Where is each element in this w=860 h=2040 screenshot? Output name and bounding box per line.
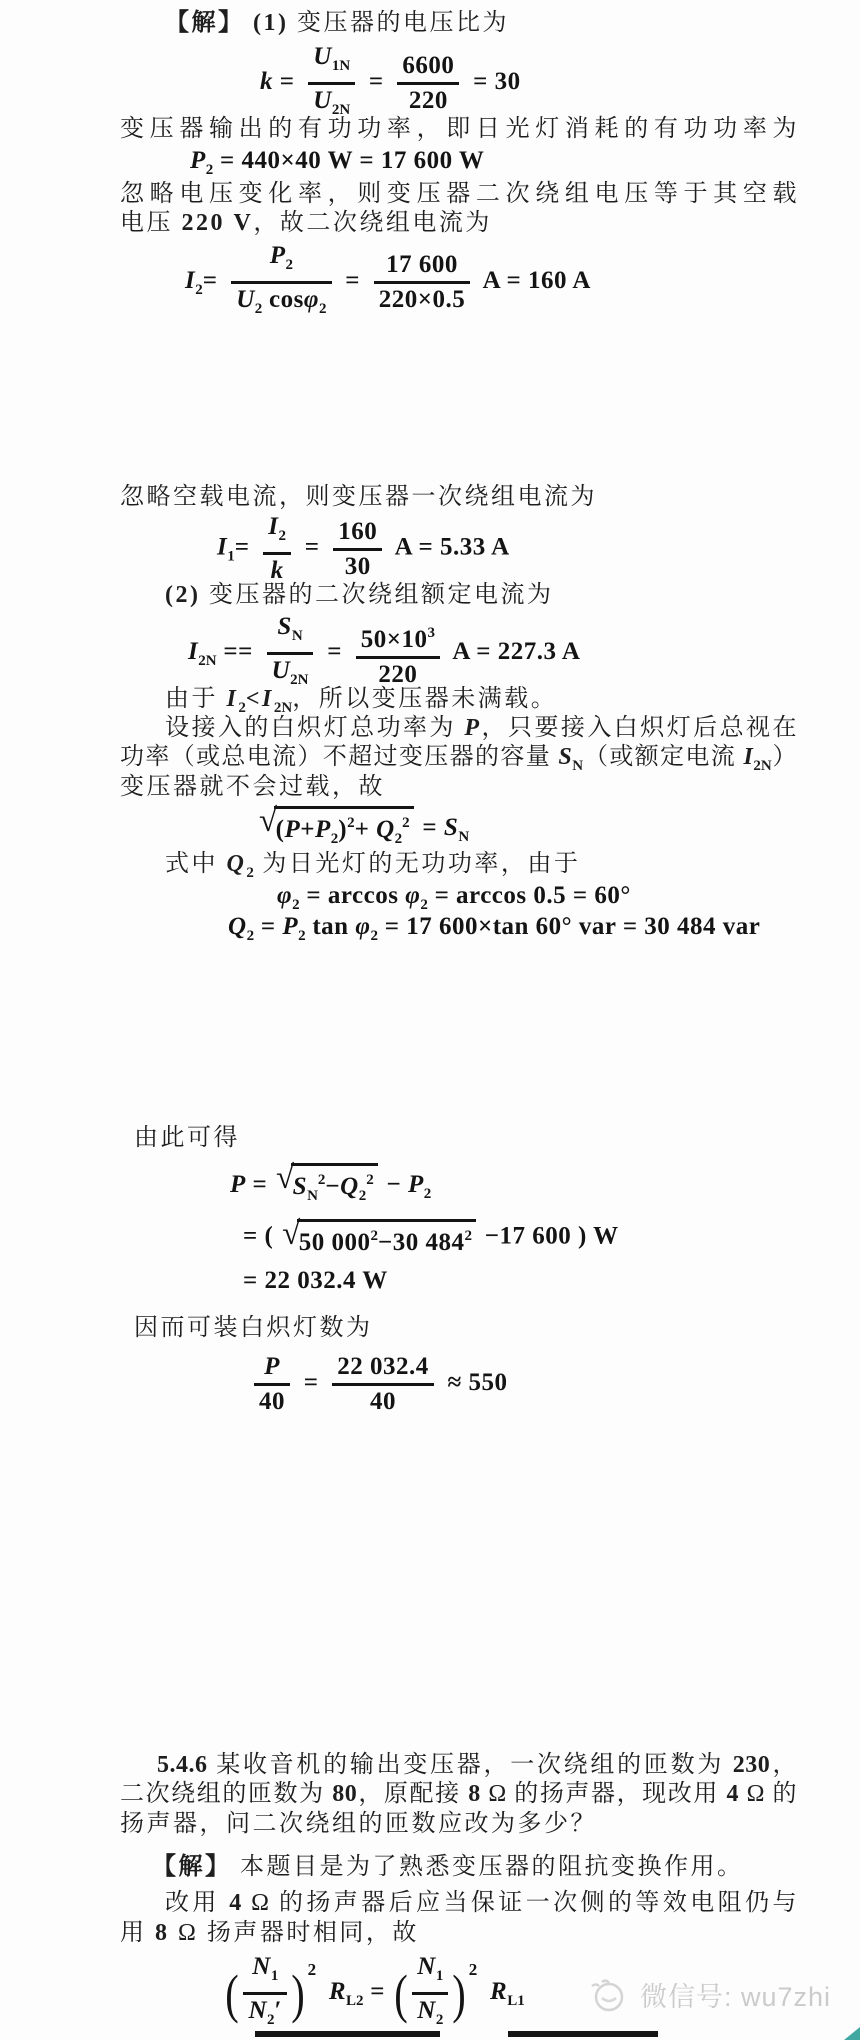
result-60deg: = arccos 0.5 = 60° [434,882,631,909]
result-550: ≈ 550 [447,1369,508,1397]
equals: = [279,68,295,96]
var-k: k [260,68,273,96]
formula-p-numeric: = ( √50 $000^2-30$ $484^2 -17$ 600 ) W [243,1216,619,1256]
var-i2n: I [743,744,754,770]
value-80: 80 [332,1781,358,1807]
var-q2: Q [226,851,247,877]
text-line: 因而可装白炽灯数为 [134,1315,373,1341]
var-i2n: I [188,638,199,666]
formula-p-result [243,1266,388,1296]
text-line: (2) 变压器的二次绕组额定电流为 [165,582,554,608]
var-phi2: φ [277,882,293,909]
formula-voltage-ratio [260,42,521,125]
watermark [588,1975,831,2014]
problem-546-line1: 5.4.6 某收音机的输出变压器，一次绕组的匝数为 230， [157,1752,798,1778]
fraction-n1-n2prime: $\frac{N_1}{N_2'}$ [243,1952,287,2035]
fraction-6600-220: $\frac{6600}{220}$ [397,51,459,116]
close-paren: ) [452,1963,467,2024]
value-4: 4 [229,1890,242,1916]
problem-546-line2: 二次绕组的匝数为 80，原配接 8 Ω 的扬声器，现改用 4 Ω 的 [120,1781,798,1807]
problem-546-line3: 扬声器，问二次绕组的匝数应改为多少？ [120,1811,597,1837]
formula-rated-current: $I_{2N}$ == $\frac{S_N}{U_{2N}}$ = $\frac{50\times 10^3}{220}$ A = 227.3 A [188,612,580,695]
var-q2: Q [228,913,247,940]
solution1-intro-line [120,10,509,37]
value-8: 8 [155,1920,170,1946]
fraction-220324-40: $\frac{22 032.4}{40}$ [332,1352,434,1417]
var-p2: P [190,147,206,174]
value-8: 8 [468,1781,481,1807]
value-230: 230 [732,1752,771,1778]
var-p: P [230,1171,246,1199]
text-line: 忽略空载电流，则变压器一次绕组电流为 [120,484,597,510]
p2-value: = 440×40 W = 17 600 W [213,147,485,174]
wechat-icon [588,1976,630,2014]
text-line: 改用 4 Ω 的扬声器后应当保证一次侧的等效电阻仍与 [165,1890,797,1916]
text-line: 设接入的白炽灯总功率为 P，只要接入白炽灯后总视在 [165,715,798,741]
formula-p-derivation: $P = √S_N^2-Q_2^2 - P_2$ [230,1163,431,1210]
var-rl1: R [490,1978,508,2006]
jie-marker: 【解】 [165,10,245,36]
formula-reactive-power: $Q_2 = P_2$ $\tan \varphi_2 = 17$ 600×tan 60° var = 30 484 var [228,913,761,944]
text-line: 由于 $I_2<I_{2N}$，所以变压器未满载。 [165,686,558,716]
fraction-n1-n2: $\frac{N_1}{N_2}$ [412,1952,448,2035]
fraction-i2-k: $\frac{I_2}{k}$ [263,512,291,586]
radical: √50 $000^2-30$ $484^2$ [282,1219,476,1257]
part1-number: (1) [244,10,297,36]
fraction-p2-u2cos: $\frac{P_2}{U_2 \cos\varphi_2}$ [231,241,331,324]
value-4: 4 [726,1781,739,1807]
text-line: 式中 $Q_2$ 为日光灯的无功功率，由于 [165,851,581,881]
formula-phase-angle: $\varphi_2 = \arccos \varphi_2 = \arccos 0.5 = 60^\circ$ [277,882,631,913]
fraction-p-40: $\frac{P}{40}$ [254,1352,290,1417]
var-p: P [464,715,480,741]
open-paren: ( [394,1963,408,2024]
var-sn: S [443,814,459,842]
equals: = [368,68,384,96]
fraction-50k-220: $\frac{50\times 10^3}{220}$ [356,618,440,690]
problem-number: 5.4.6 [157,1752,208,1778]
var-i2: I [226,686,239,712]
corner-scan-artifact [844,2027,860,2040]
formula-capacity-condition: $√(P+P_2)^2+ Q_2^2 = S_N$ [257,806,469,853]
formula-impedance-transform: ( $\frac{N_1}{N_2'}$ ) $^2$ $R_{L2}$ = ( $\frac{N_1}{N_2}$ ) $^2$ $R_{L1}$ [223,1952,525,2035]
fraction-sn-u2n: $\frac{S_N}{U_{2N}}$ [267,612,314,695]
open-paren: ( [225,1963,240,2024]
jie-marker: 【解】 [152,1854,232,1880]
result-533a: A = 5.33 A [394,533,510,561]
formula-primary-current: $I_1=$ $\frac{I_2}{k}$ = $\frac{160}{30}$ A = 5.33 A [217,513,510,584]
close-paren: ) [291,1963,306,2024]
intro-text: 变压器的电压比为 [296,10,509,36]
watermark-text: 微信号: wu7zhi [640,1982,832,2012]
var-i2: I [185,267,196,295]
cutoff-radical-bar [508,2031,658,2037]
radical: $√S_N^2-Q_2^2$ [276,1163,378,1210]
fraction-160-30: $\frac{160}{30}$ [333,517,382,582]
result-160a: A = 160 A [482,267,591,295]
result-30: = 30 [473,68,521,96]
var-rl2: R [328,1978,346,2006]
result-2273a: A = 227.3 A [452,638,581,666]
text-line: 功率（或总电流）不超过变压器的容量 $S_N$（或额定电流 $I_{2N}$） [120,744,798,774]
text-line: 变压器输出的有功功率，即日光灯消耗的有功功率为 [120,116,797,142]
result-30484var: = 17 600×tan 60° var = 30 484 var [384,913,761,940]
part2-number: (2) [165,582,209,608]
text-line: 忽略电压变化率，则变压器二次绕组电压等于其空载 [120,181,797,207]
text-line: 用 8 Ω 扬声器时相同，故 [120,1920,419,1946]
var-i1: I [217,533,228,561]
text-line: 由此可得 [134,1125,240,1151]
cutoff-radical-bar [255,2031,440,2037]
var-sn: S [558,744,573,770]
formula-secondary-current: $I_2=$ $\frac{P_2}{U_2 \cos\varphi_2}$ = $\frac{17 600}{220\times 0.5}$ A = 160 A [185,241,591,324]
solution2-intro-line: 【解】 本题目是为了熟悉变压器的阻抗变换作用。 [152,1854,744,1880]
fraction-u1n-u2n: $\frac{U_{1N}}{U_{2N}}$ [308,42,355,125]
value-220v: 220 V [181,210,254,236]
result-22032w: = 22 032.4 W [243,1267,388,1294]
text-line: 变压器就不会过载，故 [120,774,385,800]
text-line: 电压 220 V，故二次绕组电流为 [120,210,492,236]
radical: $√(P+P_2)^2+ Q_2^2$ [259,806,414,853]
formula-active-power: $P_2 = 440\times 40$ W = 17 600 W [190,147,485,178]
var-i2n: I [262,686,274,712]
formula-lamp-count: $\frac{P}{40}$ = $\frac{22 032.4}{40}$ ≈ 550 [247,1352,507,1417]
fraction-17600-110: $\frac{17 600}{220\times 0.5}$ [374,250,471,315]
